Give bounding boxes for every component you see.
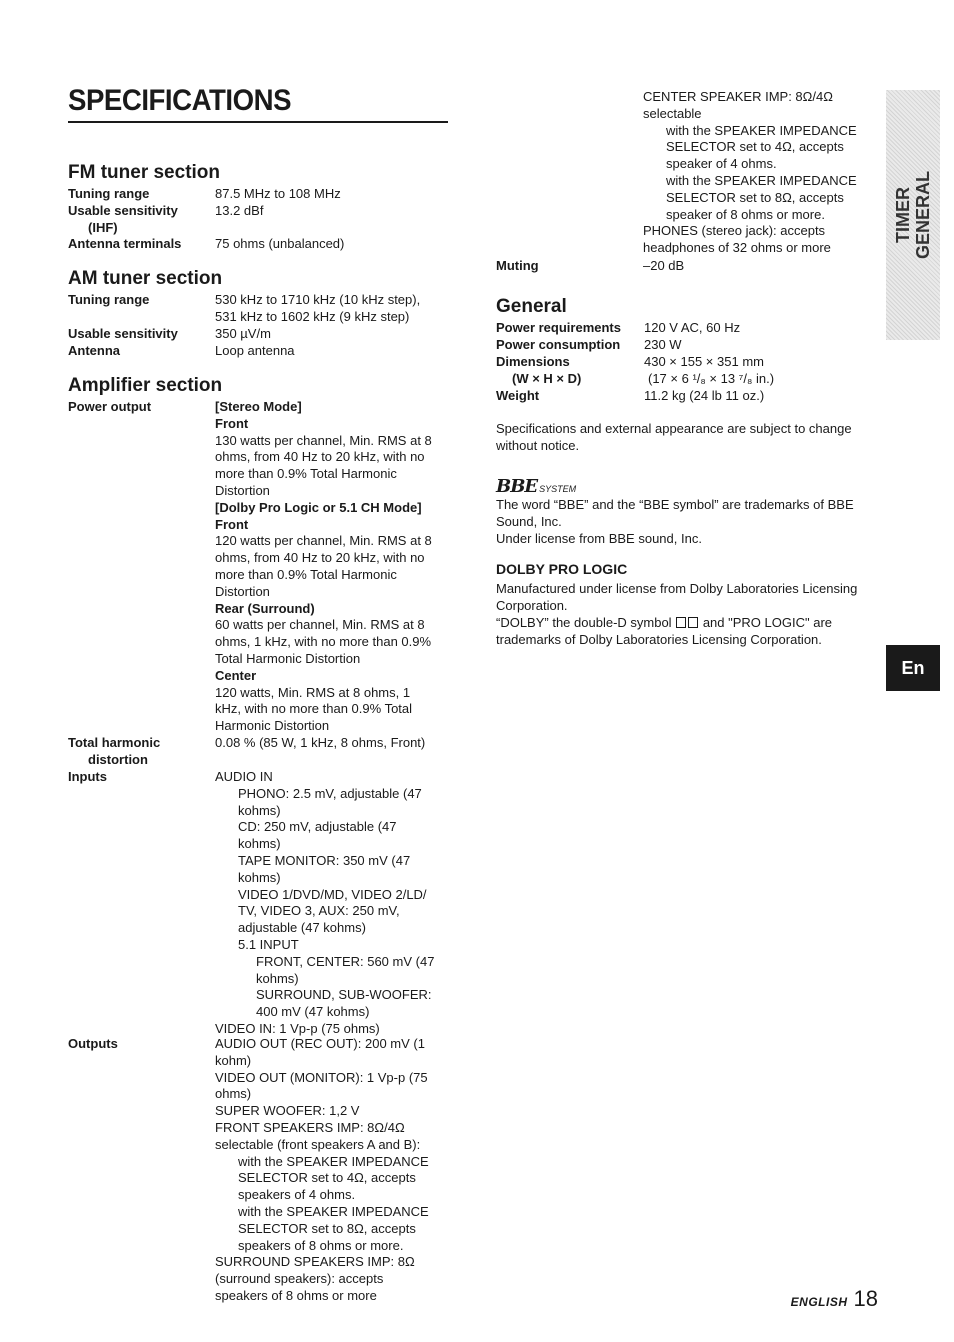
spec-line: more than 0.9% Total Harmonic (215, 466, 397, 482)
spec-line: more than 0.9% Total Harmonic (215, 566, 397, 582)
spec-line: 120 watts, Min. RMS at 8 ohms, 1 (215, 684, 411, 700)
side-tab-timer-general (886, 90, 940, 340)
spec-line: CENTER SPEAKER IMP: 8Ω/4Ω (643, 89, 833, 104)
spec-line: AUDIO OUT (REC OUT): 200 mV (1 (215, 1036, 425, 1051)
fm-heading: FM tuner section (68, 162, 221, 183)
amp-thd-label: Total harmonic (68, 735, 161, 750)
spec-line: CD: 250 mV, adjustable (47 (238, 819, 397, 835)
bbe-line2: Sound, Inc. (496, 514, 562, 529)
spec-line: kohm) (215, 1052, 252, 1068)
am-sens-label: Usable sensitivity (68, 326, 178, 341)
dimensions-value: 430 × 155 × 351 mm (644, 354, 764, 369)
spec-line: selectable (643, 105, 702, 121)
muting-value: –20 dB (643, 258, 685, 273)
dolby-mode-heading: [Dolby Pro Logic or 5.1 CH Mode] (215, 499, 422, 515)
fm-sens-label: Usable sensitivity (68, 203, 178, 218)
spec-line: ohms) (215, 1086, 252, 1102)
dimensions-label: Dimensions (496, 354, 570, 369)
spec-line: PHONO: 2.5 mV, adjustable (47 (238, 785, 422, 801)
fm-sens-value: 13.2 dBf (215, 203, 264, 218)
amp-thd-label2: distortion (88, 752, 148, 767)
spec-line: SELECTOR set to 8Ω, accepts (666, 189, 844, 205)
dolby-line2: Corporation. (496, 598, 568, 613)
spec-note-line2: without notice. (496, 438, 580, 453)
spec-line: ohms, from 40 Hz to 20 kHz, with no (215, 449, 425, 465)
page-footer (791, 1286, 878, 1312)
stereo-mode-heading: [Stereo Mode] (215, 399, 302, 414)
bbe-logo (496, 476, 576, 497)
title-underline (68, 121, 448, 123)
am-heading: AM tuner section (68, 268, 223, 289)
spec-line: TV, VIDEO 3, AUX: 250 mV, (238, 903, 400, 919)
weight-label: Weight (496, 388, 540, 403)
amp-power-block (215, 399, 455, 735)
am-sens-value: 350 µV/m (215, 326, 271, 341)
dimensions-label2: (W × H × D) (512, 371, 582, 386)
spec-line: with the SPEAKER IMPEDANCE (238, 1153, 429, 1169)
center-speaker-block (643, 89, 883, 257)
fm-antenna-value: 75 ohms (unbalanced) (215, 236, 345, 251)
spec-line: Distortion (215, 583, 270, 599)
spec-line: 400 mV (47 kohms) (256, 1004, 370, 1020)
spec-line: SURROUND SPEAKERS IMP: 8Ω (215, 1254, 415, 1270)
spec-line: VIDEO 1/DVD/MD, VIDEO 2/LD/ (238, 886, 427, 902)
spec-line: speakers of 8 ohms or more. (238, 1237, 404, 1253)
spec-line: Total Harmonic Distortion (215, 650, 361, 666)
bbe-line3: Under license from BBE sound, Inc. (496, 531, 702, 546)
amp-power-label: Power output (68, 399, 152, 414)
amp-outputs-block (215, 1036, 455, 1305)
am-antenna-value: Loop antenna (215, 343, 295, 358)
amp-outputs-label: Outputs (68, 1036, 118, 1051)
fm-tuning-value: 87.5 MHz to 108 MHz (215, 186, 341, 201)
spec-line: AUDIO IN (215, 769, 273, 784)
am-tuning-value1: 530 kHz to 1710 kHz (10 kHz step), (215, 292, 421, 307)
dolby-line1: Manufactured under license from Dolby Laboratories Licensing (496, 581, 858, 596)
power-req-value: 120 V AC, 60 Hz (644, 320, 741, 335)
spec-line: speaker of 8 ohms or more. (666, 206, 825, 222)
spec-line: 5.1 INPUT (238, 936, 299, 952)
page-title: SPECIFICATIONS (68, 84, 292, 117)
spec-line: FRONT, CENTER: 560 mV (47 (256, 953, 435, 969)
amp-thd-value: 0.08 % (85 W, 1 kHz, 8 ohms, Front) (215, 735, 426, 750)
spec-line: SELECTOR set to 4Ω, accepts (666, 139, 844, 155)
center-heading: Center (215, 667, 257, 683)
spec-line: Distortion (215, 482, 270, 498)
spec-line: TAPE MONITOR: 350 mV (47 (238, 852, 411, 868)
rear-surround-heading: Rear (Surround) (215, 600, 315, 616)
spec-line: FRONT SPEAKERS IMP: 8Ω/4Ω (215, 1119, 405, 1135)
spec-note-line1: Specifications and external appearance are subject to change (496, 421, 852, 436)
spec-line: kohms) (238, 869, 281, 885)
spec-line: headphones of 32 ohms or more (643, 240, 831, 256)
dimensions-value2: (17 × 6 ¹/₈ × 13 ⁷/₈ in.) (648, 371, 775, 386)
bbe-logo-sub: SYSTEM (539, 484, 577, 494)
dolby-line3 (496, 615, 832, 632)
fm-tuning-label: Tuning range (68, 186, 150, 201)
spec-line: VIDEO OUT (MONITOR): 1 Vp-p (75 (215, 1069, 428, 1085)
spec-line: kohms) (256, 970, 299, 986)
spec-line: with the SPEAKER IMPEDANCE (666, 122, 857, 138)
dolby-line3a: “DOLBY” the double-D symbol (496, 615, 672, 630)
language-tab-en: En (886, 645, 940, 691)
spec-line: speakers of 4 ohms. (238, 1187, 356, 1203)
spec-line: kHz, with no more than 0.9% Total (215, 701, 413, 717)
spec-line: (surround speakers): accepts (215, 1271, 384, 1287)
spec-line: speaker of 4 ohms. (666, 156, 777, 172)
power-cons-value: 230 W (644, 337, 682, 352)
power-req-label: Power requirements (496, 320, 621, 335)
power-cons-label: Power consumption (496, 337, 621, 352)
spec-line: selectable (front speakers A and B): (215, 1136, 421, 1152)
spec-line: 130 watts per channel, Min. RMS at 8 (215, 432, 432, 448)
amp-heading: Amplifier section (68, 375, 223, 396)
dolby-line4: trademarks of Dolby Laboratories Licensing Corporation. (496, 632, 822, 647)
spec-line: kohms) (238, 836, 281, 852)
footer-language: ENGLISH (790, 1295, 848, 1309)
spec-line: with the SPEAKER IMPEDANCE (666, 172, 857, 188)
am-tuning-value2: 531 kHz to 1602 kHz (9 kHz step) (215, 309, 410, 324)
spec-line: ohms, from 40 Hz to 20 kHz, with no (215, 550, 425, 566)
fm-sens-label2: (IHF) (88, 220, 118, 235)
amp-inputs-label: Inputs (68, 769, 107, 784)
bbe-logo-mark: BBE (496, 476, 538, 497)
spec-line: ohms, 1 kHz, with no more than 0.9% (215, 634, 432, 650)
fm-antenna-label: Antenna terminals (68, 236, 182, 251)
spec-line: SELECTOR set to 8Ω, accepts (238, 1220, 416, 1236)
am-antenna-label: Antenna (68, 343, 120, 358)
weight-value: 11.2 kg (24 lb 11 oz.) (644, 388, 765, 403)
spec-line: kohms) (238, 802, 281, 818)
am-tuning-label: Tuning range (68, 292, 150, 307)
spec-line: Harmonic Distortion (215, 718, 330, 734)
spec-line: speakers of 8 ohms or more (215, 1287, 377, 1303)
spec-line: with the SPEAKER IMPEDANCE (238, 1203, 429, 1219)
spec-line: SELECTOR set to 4Ω, accepts (238, 1170, 416, 1186)
dolby-front-heading: Front (215, 516, 249, 532)
double-d-icon (675, 615, 699, 630)
amp-inputs-block (215, 769, 455, 1038)
spec-line: VIDEO IN: 1 Vp-p (75 ohms) (215, 1020, 380, 1036)
spec-line: PHONES (stereo jack): accepts (643, 223, 826, 239)
side-tab-label: TIMER GENERAL (893, 170, 933, 259)
spec-line: SUPER WOOFER: 1,2 V (215, 1103, 360, 1119)
spec-line: adjustable (47 kohms) (238, 920, 366, 936)
dolby-line3b: and "PRO LOGIC" are (702, 615, 832, 630)
bbe-line1: The word “BBE” and the “BBE symbol” are trademarks of BBE (496, 497, 854, 512)
spec-line: SURROUND, SUB-WOOFER: (256, 987, 432, 1003)
spec-line: 120 watts per channel, Min. RMS at 8 (215, 533, 432, 549)
spec-line: 60 watts per channel, Min. RMS at 8 (215, 617, 425, 633)
stereo-front-heading: Front (215, 415, 249, 431)
general-heading: General (496, 296, 567, 317)
dolby-heading: DOLBY PRO LOGIC (496, 561, 628, 577)
page-number: 18 (853, 1286, 878, 1311)
muting-label: Muting (496, 258, 539, 273)
